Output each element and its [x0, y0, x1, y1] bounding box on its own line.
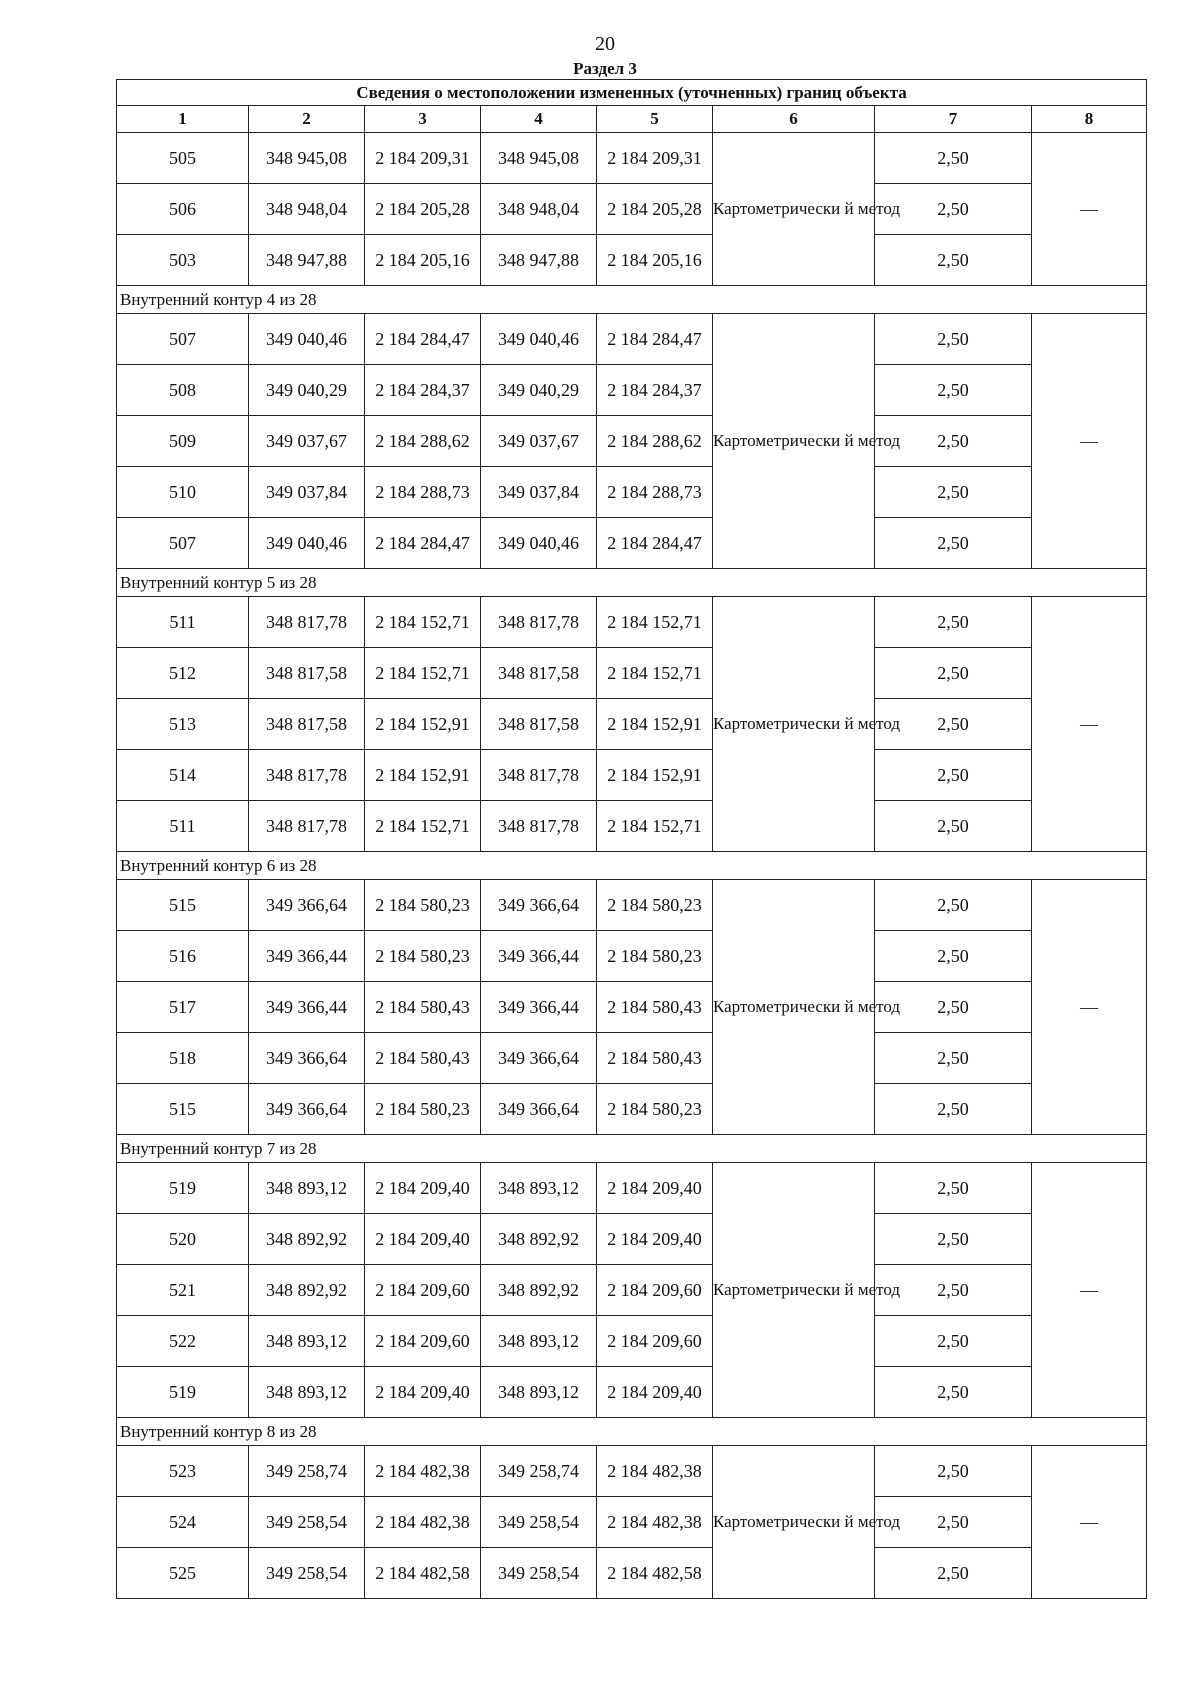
table-row	[117, 1214, 1147, 1265]
x-existing: 348 817,78	[249, 801, 365, 852]
y-new: 2 184 580,23	[597, 1084, 713, 1135]
y-new: 2 184 209,60	[597, 1316, 713, 1367]
y-existing: 2 184 284,47	[365, 518, 481, 569]
x-existing: 349 366,44	[249, 931, 365, 982]
precision-value: 2,50	[875, 133, 1032, 184]
y-existing: 2 184 152,71	[365, 648, 481, 699]
point-number: 509	[117, 416, 249, 467]
precision-value: 2,50	[875, 699, 1032, 750]
table-row	[117, 1033, 1147, 1084]
precision-value: 2,50	[875, 801, 1032, 852]
precision-value: 2,50	[875, 467, 1032, 518]
contour-heading: Внутренний контур 6 из 28	[117, 852, 1147, 880]
x-new: 348 948,04	[481, 184, 597, 235]
note-cell: —	[1032, 880, 1147, 1135]
table-row	[117, 880, 1147, 931]
x-new: 349 040,46	[481, 314, 597, 365]
y-existing: 2 184 152,71	[365, 801, 481, 852]
point-number: 510	[117, 467, 249, 518]
y-existing: 2 184 580,43	[365, 1033, 481, 1084]
point-number: 523	[117, 1446, 249, 1497]
y-new: 2 184 205,16	[597, 235, 713, 286]
x-new: 349 037,67	[481, 416, 597, 467]
y-new: 2 184 209,31	[597, 133, 713, 184]
precision-value: 2,50	[875, 235, 1032, 286]
table-row	[117, 1316, 1147, 1367]
table-row	[117, 467, 1147, 518]
y-existing: 2 184 209,60	[365, 1265, 481, 1316]
note-cell: —	[1032, 597, 1147, 852]
contour-heading-row	[117, 569, 1147, 597]
precision-value: 2,50	[875, 597, 1032, 648]
contour-heading: Внутренний контур 8 из 28	[117, 1418, 1147, 1446]
x-existing: 348 945,08	[249, 133, 365, 184]
table-caption: Сведения о местоположении измененных (уточненных) границ объекта	[117, 80, 1147, 106]
y-existing: 2 184 205,16	[365, 235, 481, 286]
point-number: 507	[117, 518, 249, 569]
contour-heading: Внутренний контур 5 из 28	[117, 569, 1147, 597]
x-new: 348 893,12	[481, 1367, 597, 1418]
y-new: 2 184 284,37	[597, 365, 713, 416]
y-existing: 2 184 288,62	[365, 416, 481, 467]
x-existing: 349 366,64	[249, 880, 365, 931]
table-row	[117, 648, 1147, 699]
y-new: 2 184 284,47	[597, 314, 713, 365]
table-row	[117, 1497, 1147, 1548]
column-header: 2	[249, 106, 365, 133]
x-existing: 348 817,58	[249, 699, 365, 750]
precision-value: 2,50	[875, 982, 1032, 1033]
table-row	[117, 1265, 1147, 1316]
x-new: 349 258,74	[481, 1446, 597, 1497]
y-new: 2 184 580,43	[597, 1033, 713, 1084]
page-number: 20	[595, 33, 615, 55]
y-existing: 2 184 288,73	[365, 467, 481, 518]
y-existing: 2 184 209,31	[365, 133, 481, 184]
x-new: 349 258,54	[481, 1497, 597, 1548]
x-existing: 348 892,92	[249, 1265, 365, 1316]
point-number: 522	[117, 1316, 249, 1367]
precision-value: 2,50	[875, 184, 1032, 235]
point-number: 521	[117, 1265, 249, 1316]
x-existing: 348 817,78	[249, 597, 365, 648]
y-existing: 2 184 205,28	[365, 184, 481, 235]
y-new: 2 184 580,43	[597, 982, 713, 1033]
x-new: 348 893,12	[481, 1163, 597, 1214]
y-new: 2 184 152,71	[597, 801, 713, 852]
column-header: 4	[481, 106, 597, 133]
y-existing: 2 184 209,40	[365, 1163, 481, 1214]
point-number: 519	[117, 1163, 249, 1214]
x-new: 349 366,64	[481, 1084, 597, 1135]
section-title: Раздел 3	[573, 59, 637, 78]
x-existing: 349 258,54	[249, 1548, 365, 1599]
x-existing: 349 258,54	[249, 1497, 365, 1548]
table-row	[117, 133, 1147, 184]
precision-value: 2,50	[875, 1214, 1032, 1265]
x-new: 349 366,44	[481, 931, 597, 982]
column-number-row	[117, 106, 1147, 133]
y-existing: 2 184 580,23	[365, 1084, 481, 1135]
x-new: 348 892,92	[481, 1265, 597, 1316]
x-new: 348 947,88	[481, 235, 597, 286]
x-existing: 348 817,58	[249, 648, 365, 699]
x-new: 348 893,12	[481, 1316, 597, 1367]
precision-value: 2,50	[875, 931, 1032, 982]
method-cell: Картометрически й метод	[713, 880, 875, 1135]
column-header: 5	[597, 106, 713, 133]
x-new: 348 817,78	[481, 597, 597, 648]
x-new: 349 366,64	[481, 1033, 597, 1084]
point-number: 515	[117, 1084, 249, 1135]
table-row	[117, 750, 1147, 801]
table-row	[117, 235, 1147, 286]
column-header: 6	[713, 106, 875, 133]
x-new: 349 040,46	[481, 518, 597, 569]
point-number: 514	[117, 750, 249, 801]
table-body	[117, 80, 1147, 1599]
y-new: 2 184 152,71	[597, 648, 713, 699]
y-existing: 2 184 209,60	[365, 1316, 481, 1367]
x-existing: 348 893,12	[249, 1367, 365, 1418]
point-number: 517	[117, 982, 249, 1033]
y-existing: 2 184 580,23	[365, 880, 481, 931]
x-existing: 349 040,29	[249, 365, 365, 416]
contour-heading-row	[117, 1135, 1147, 1163]
x-new: 348 817,78	[481, 801, 597, 852]
table-row	[117, 314, 1147, 365]
precision-value: 2,50	[875, 518, 1032, 569]
point-number: 505	[117, 133, 249, 184]
boundary-table	[116, 79, 1147, 1599]
column-header: 3	[365, 106, 481, 133]
point-number: 513	[117, 699, 249, 750]
precision-value: 2,50	[875, 1033, 1032, 1084]
table-row	[117, 1367, 1147, 1418]
x-existing: 349 366,44	[249, 982, 365, 1033]
x-existing: 349 040,46	[249, 314, 365, 365]
precision-value: 2,50	[875, 750, 1032, 801]
table-row	[117, 184, 1147, 235]
x-new: 349 258,54	[481, 1548, 597, 1599]
table-row	[117, 801, 1147, 852]
table-row	[117, 365, 1147, 416]
y-existing: 2 184 580,43	[365, 982, 481, 1033]
table-row	[117, 931, 1147, 982]
y-new: 2 184 152,71	[597, 597, 713, 648]
precision-value: 2,50	[875, 1548, 1032, 1599]
x-new: 349 366,44	[481, 982, 597, 1033]
method-cell: Картометрически й метод	[713, 133, 875, 286]
column-header: 1	[117, 106, 249, 133]
note-cell: —	[1032, 1446, 1147, 1599]
precision-value: 2,50	[875, 1446, 1032, 1497]
y-new: 2 184 482,38	[597, 1497, 713, 1548]
table-row	[117, 1163, 1147, 1214]
x-new: 348 817,78	[481, 750, 597, 801]
precision-value: 2,50	[875, 365, 1032, 416]
y-new: 2 184 209,40	[597, 1367, 713, 1418]
y-existing: 2 184 152,91	[365, 699, 481, 750]
point-number: 520	[117, 1214, 249, 1265]
table-row	[117, 1548, 1147, 1599]
point-number: 511	[117, 597, 249, 648]
x-new: 348 817,58	[481, 699, 597, 750]
x-new: 348 945,08	[481, 133, 597, 184]
x-existing: 348 947,88	[249, 235, 365, 286]
y-existing: 2 184 209,40	[365, 1367, 481, 1418]
x-existing: 348 948,04	[249, 184, 365, 235]
y-new: 2 184 152,91	[597, 750, 713, 801]
x-new: 349 037,84	[481, 467, 597, 518]
contour-heading: Внутренний контур 4 из 28	[117, 286, 1147, 314]
y-new: 2 184 205,28	[597, 184, 713, 235]
contour-heading-row	[117, 852, 1147, 880]
point-number: 512	[117, 648, 249, 699]
point-number: 503	[117, 235, 249, 286]
x-existing: 348 817,78	[249, 750, 365, 801]
x-existing: 349 258,74	[249, 1446, 365, 1497]
y-existing: 2 184 482,38	[365, 1497, 481, 1548]
table-row	[117, 699, 1147, 750]
x-existing: 348 893,12	[249, 1316, 365, 1367]
point-number: 516	[117, 931, 249, 982]
y-existing: 2 184 482,38	[365, 1446, 481, 1497]
table-caption-row	[117, 80, 1147, 106]
precision-value: 2,50	[875, 648, 1032, 699]
x-new: 349 366,64	[481, 880, 597, 931]
table-row	[117, 1084, 1147, 1135]
method-cell: Картометрически й метод	[713, 597, 875, 852]
method-cell: Картометрически й метод	[713, 1163, 875, 1418]
y-existing: 2 184 482,58	[365, 1548, 481, 1599]
y-new: 2 184 209,40	[597, 1214, 713, 1265]
table-row	[117, 597, 1147, 648]
x-existing: 348 892,92	[249, 1214, 365, 1265]
x-existing: 349 040,46	[249, 518, 365, 569]
point-number: 506	[117, 184, 249, 235]
y-existing: 2 184 152,91	[365, 750, 481, 801]
x-new: 348 817,58	[481, 648, 597, 699]
method-cell: Картометрически й метод	[713, 314, 875, 569]
precision-value: 2,50	[875, 1497, 1032, 1548]
column-header: 7	[875, 106, 1032, 133]
x-existing: 349 366,64	[249, 1033, 365, 1084]
precision-value: 2,50	[875, 1265, 1032, 1316]
y-existing: 2 184 580,23	[365, 931, 481, 982]
precision-value: 2,50	[875, 1367, 1032, 1418]
x-new: 348 892,92	[481, 1214, 597, 1265]
y-new: 2 184 580,23	[597, 880, 713, 931]
y-new: 2 184 482,58	[597, 1548, 713, 1599]
table-row	[117, 982, 1147, 1033]
y-existing: 2 184 209,40	[365, 1214, 481, 1265]
y-new: 2 184 482,38	[597, 1446, 713, 1497]
contour-heading-row	[117, 1418, 1147, 1446]
precision-value: 2,50	[875, 1084, 1032, 1135]
y-new: 2 184 152,91	[597, 699, 713, 750]
table-row	[117, 416, 1147, 467]
point-number: 524	[117, 1497, 249, 1548]
note-cell: —	[1032, 1163, 1147, 1418]
point-number: 518	[117, 1033, 249, 1084]
contour-heading-row	[117, 286, 1147, 314]
table-row	[117, 518, 1147, 569]
point-number: 519	[117, 1367, 249, 1418]
y-existing: 2 184 284,37	[365, 365, 481, 416]
table-row	[117, 1446, 1147, 1497]
point-number: 507	[117, 314, 249, 365]
column-header: 8	[1032, 106, 1147, 133]
point-number: 515	[117, 880, 249, 931]
x-existing: 349 366,64	[249, 1084, 365, 1135]
note-cell: —	[1032, 314, 1147, 569]
y-new: 2 184 284,47	[597, 518, 713, 569]
y-new: 2 184 209,60	[597, 1265, 713, 1316]
point-number: 525	[117, 1548, 249, 1599]
x-new: 349 040,29	[481, 365, 597, 416]
x-existing: 348 893,12	[249, 1163, 365, 1214]
y-new: 2 184 288,73	[597, 467, 713, 518]
contour-heading: Внутренний контур 7 из 28	[117, 1135, 1147, 1163]
precision-value: 2,50	[875, 314, 1032, 365]
y-existing: 2 184 284,47	[365, 314, 481, 365]
precision-value: 2,50	[875, 1316, 1032, 1367]
precision-value: 2,50	[875, 880, 1032, 931]
y-existing: 2 184 152,71	[365, 597, 481, 648]
x-existing: 349 037,84	[249, 467, 365, 518]
y-new: 2 184 209,40	[597, 1163, 713, 1214]
y-new: 2 184 288,62	[597, 416, 713, 467]
point-number: 508	[117, 365, 249, 416]
y-new: 2 184 580,23	[597, 931, 713, 982]
x-existing: 349 037,67	[249, 416, 365, 467]
precision-value: 2,50	[875, 416, 1032, 467]
precision-value: 2,50	[875, 1163, 1032, 1214]
point-number: 511	[117, 801, 249, 852]
method-cell: Картометрически й метод	[713, 1446, 875, 1599]
note-cell: —	[1032, 133, 1147, 286]
